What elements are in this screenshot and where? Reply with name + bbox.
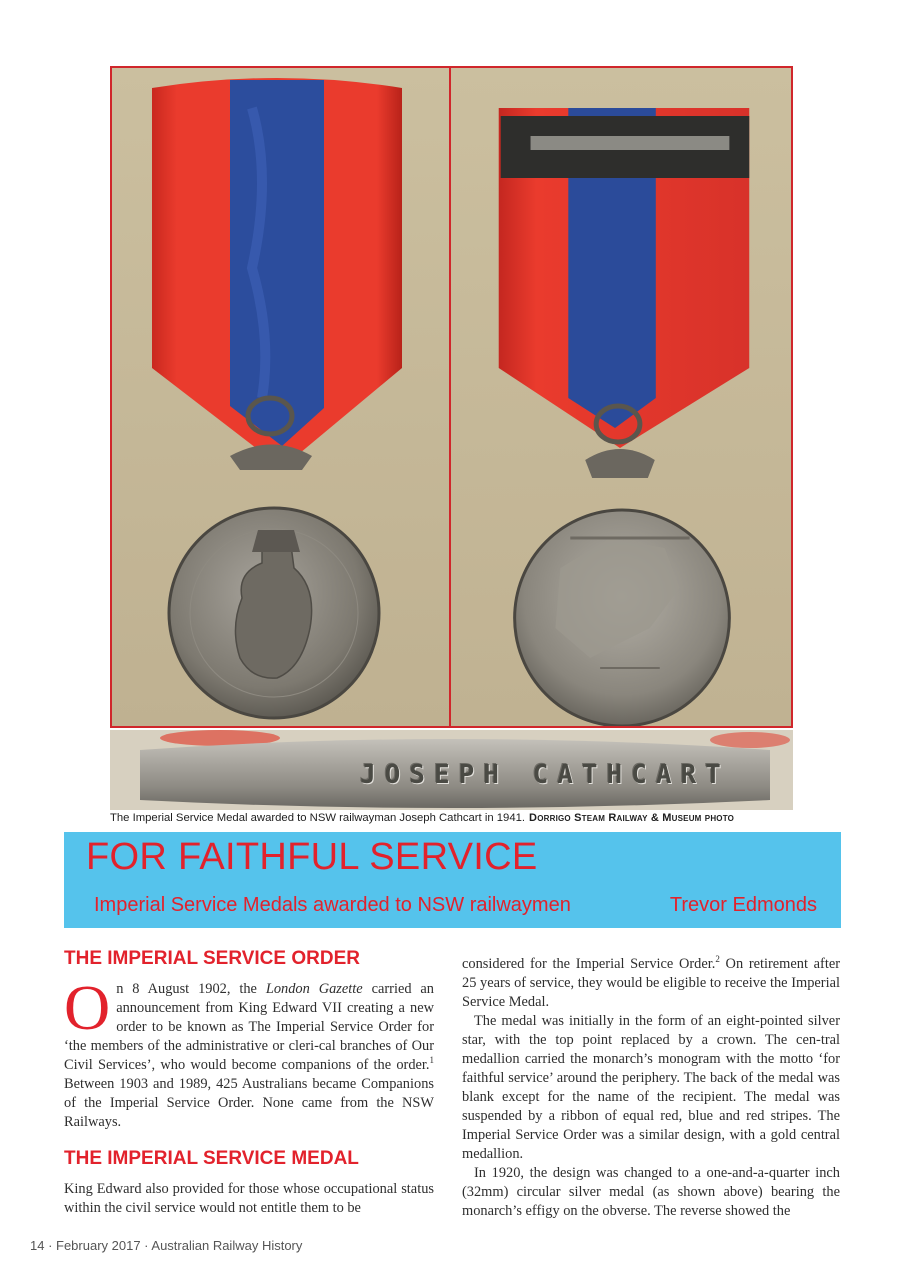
paragraph-text: On retirement after 25 years of service, they would be eligible to receive the Imperial Service Medal. [462, 956, 840, 1010]
publication-name: London Gazette [265, 981, 363, 997]
medal-rim-photo [110, 730, 793, 810]
paragraph-text: carried an announcement from King Edward VII creating a new order to be known as The Imperial Service Order for ‘the members of the administrative or cleri-cal branches of Our Civil Services’, who would become companions of the order. [64, 981, 435, 1073]
medal-reverse-photo [451, 68, 791, 726]
paragraph-text: considered for the Imperial Service Order. [462, 956, 716, 972]
medal-obverse-illustration [112, 68, 449, 726]
paragraph-medal-intro: King Edward also provided for those whose occupational status within the civil service would not entitle them to be [64, 1181, 434, 1216]
drop-cap: O [64, 972, 111, 1043]
section-heading-medal: THE IMPERIAL SERVICE MEDAL [64, 1148, 359, 1169]
article-column-right [462, 955, 840, 1221]
paragraph-text: Between 1903 and 1989, 425 Australians became Companions of the Imperial Service Order. None came from the NSW Railways. [64, 1076, 434, 1130]
paragraph-text: n 8 August 1902, the [116, 981, 266, 997]
article-column-left [64, 946, 434, 1218]
paragraph-1920-design: In 1920, the design was changed to a one-and-a-quarter inch (32mm) circular silver medal (as shown above) bearing the monarch’s effigy on the obverse. The reverse showed the [462, 1165, 840, 1219]
medal-photo-frame [110, 66, 793, 728]
medal-reverse-illustration [451, 68, 791, 726]
article-title: FOR FAITHFUL SERVICE [86, 836, 538, 878]
caption-text: The Imperial Service Medal awarded to NSW railwayman Joseph Cathcart in 1941. [110, 812, 526, 824]
section-heading-order: THE IMPERIAL SERVICE ORDER [64, 948, 360, 969]
photo-caption [110, 812, 800, 824]
article-subtitle: Imperial Service Medals awarded to NSW railwaymen [94, 894, 571, 916]
medal-obverse-photo [112, 68, 451, 726]
paragraph-original-design: The medal was initially in the form of an eight-pointed silver star, with the top point replaced by a crown. The cen-tral medallion carried the monarch’s monogram with the motto ‘for faithful service’ around the periphery. The back of the medal was blank except for the name of the recipient. The medal was suspended by a ribbon of equal red, blue and red stripes. The Imperial Service Order was a similar design, with a gold central medallion. [462, 1013, 840, 1162]
page-footer: 14 · February 2017 · Australian Railway History [30, 1238, 303, 1253]
footnote-ref-1: 1 [429, 1055, 434, 1066]
paragraph-eligibility [462, 955, 840, 1012]
rim-inscription: JOSEPH CATHCART [360, 760, 730, 790]
title-band [64, 832, 841, 928]
footnote-ref-2: 2 [715, 954, 720, 965]
paragraph-order-intro [64, 972, 435, 1132]
article-author: Trevor Edmonds [669, 894, 817, 916]
photo-credit: Dorrigo Steam Railway & Museum photo [529, 812, 735, 824]
